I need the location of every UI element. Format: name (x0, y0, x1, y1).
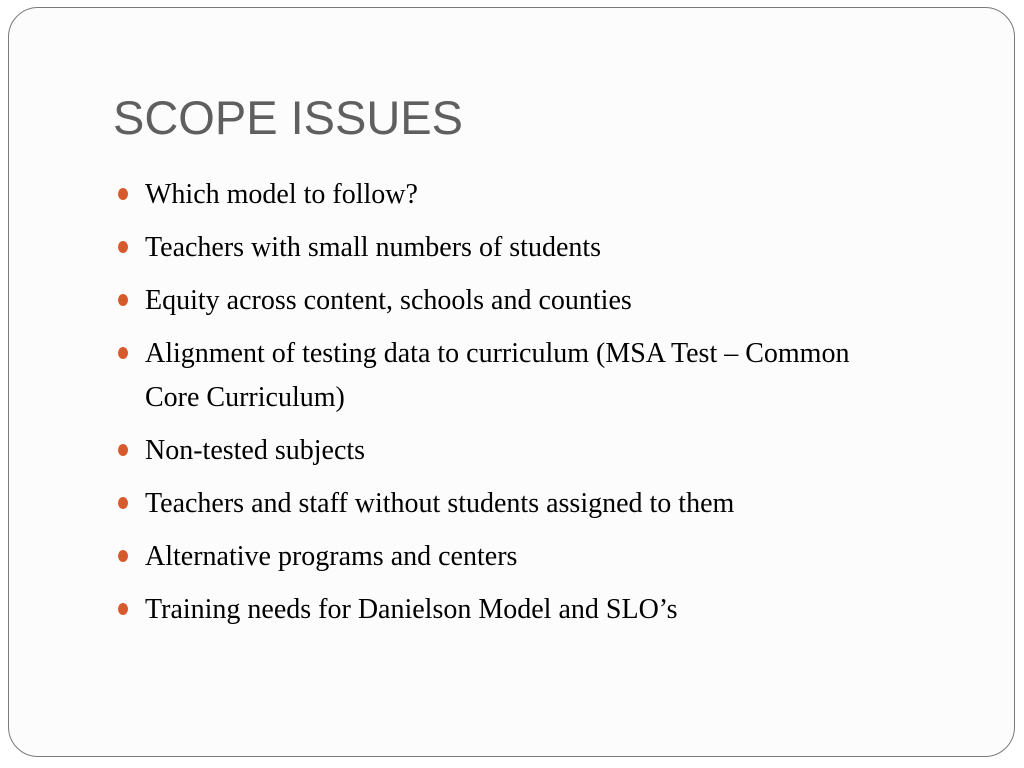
slide-title: SCOPE ISSUES (113, 91, 463, 144)
bullet-dot-icon (118, 241, 128, 253)
bullet-item (113, 429, 873, 473)
bullet-dot-icon (118, 294, 128, 306)
bullet-text: Teachers with small numbers of students (145, 232, 602, 263)
bullet-dot-icon (118, 347, 128, 359)
bullet-text: Alternative programs and centers (145, 541, 518, 572)
bullet-list (113, 173, 873, 641)
bullet-item (113, 279, 873, 323)
bullet-text: Equity across content, schools and counties (145, 285, 632, 316)
slide-frame (8, 7, 1015, 757)
bullet-item (113, 173, 873, 217)
bullet-text: Training needs for Danielson Model and SLO’s (145, 594, 678, 625)
bullet-item (113, 482, 873, 526)
bullet-item (113, 226, 873, 270)
bullet-text: Which model to follow? (145, 179, 418, 210)
bullet-dot-icon (118, 603, 128, 615)
bullet-text: Alignment of testing data to curriculum (MSA Test – Common Core Curriculum) (145, 338, 850, 413)
bullet-item (113, 332, 873, 420)
bullet-text: Teachers and staff without students assigned to them (145, 488, 735, 519)
bullet-text: Non-tested subjects (145, 435, 366, 466)
bullet-dot-icon (118, 444, 128, 456)
bullet-dot-icon (118, 550, 128, 562)
bullet-dot-icon (118, 188, 128, 200)
bullet-dot-icon (118, 497, 128, 509)
bullet-item (113, 588, 873, 632)
bullet-item (113, 535, 873, 579)
